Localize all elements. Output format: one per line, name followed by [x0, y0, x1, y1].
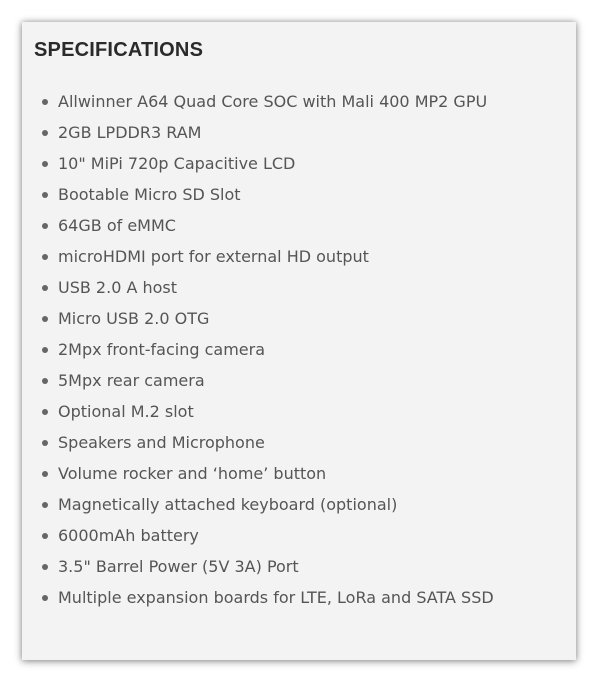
bullet-icon: [42, 471, 48, 477]
list-item: [22, 272, 576, 303]
spec-text: 6000mAh battery: [58, 526, 199, 545]
list-item: [22, 551, 576, 582]
list-item: [22, 458, 576, 489]
spec-text: Multiple expansion boards for LTE, LoRa and SATA SSD: [58, 588, 494, 607]
spec-text: 64GB of eMMC: [58, 216, 176, 235]
spec-text: 3.5" Barrel Power (5V 3A) Port: [58, 557, 299, 576]
list-item: [22, 396, 576, 427]
bullet-icon: [42, 223, 48, 229]
list-item: [22, 334, 576, 365]
specifications-list: [22, 86, 576, 613]
bullet-icon: [42, 564, 48, 570]
spec-text: Bootable Micro SD Slot: [58, 185, 241, 204]
bullet-icon: [42, 409, 48, 415]
spec-text: Optional M.2 slot: [58, 402, 194, 421]
bullet-icon: [42, 130, 48, 136]
list-item: [22, 582, 576, 613]
bullet-icon: [42, 533, 48, 539]
bullet-icon: [42, 285, 48, 291]
list-item: [22, 117, 576, 148]
spec-text: Allwinner A64 Quad Core SOC with Mali 400 MP2 GPU: [58, 92, 488, 111]
bullet-icon: [42, 316, 48, 322]
list-item: [22, 365, 576, 396]
bullet-icon: [42, 347, 48, 353]
bullet-icon: [42, 161, 48, 167]
list-item: [22, 489, 576, 520]
list-item: [22, 303, 576, 334]
bullet-icon: [42, 254, 48, 260]
spec-text: USB 2.0 A host: [58, 278, 178, 297]
bullet-icon: [42, 378, 48, 384]
list-item: [22, 210, 576, 241]
bullet-icon: [42, 440, 48, 446]
list-item: [22, 86, 576, 117]
bullet-icon: [42, 99, 48, 105]
section-title: SPECIFICATIONS: [34, 39, 204, 61]
bullet-icon: [42, 192, 48, 198]
spec-text: Micro USB 2.0 OTG: [58, 309, 210, 328]
spec-text: microHDMI port for external HD output: [58, 247, 369, 266]
list-item: [22, 520, 576, 551]
spec-text: 2Mpx front-facing camera: [58, 340, 266, 359]
spec-text: Speakers and Microphone: [58, 433, 265, 452]
spec-text: Volume rocker and ‘home’ button: [58, 464, 327, 483]
specifications-card: [22, 22, 576, 660]
list-item: [22, 241, 576, 272]
spec-text: 5Mpx rear camera: [58, 371, 205, 390]
bullet-icon: [42, 502, 48, 508]
list-item: [22, 179, 576, 210]
list-item: [22, 427, 576, 458]
list-item: [22, 148, 576, 179]
spec-text: 2GB LPDDR3 RAM: [58, 123, 202, 142]
spec-text: Magnetically attached keyboard (optional): [58, 495, 398, 514]
bullet-icon: [42, 595, 48, 601]
spec-text: 10" MiPi 720p Capacitive LCD: [58, 154, 296, 173]
